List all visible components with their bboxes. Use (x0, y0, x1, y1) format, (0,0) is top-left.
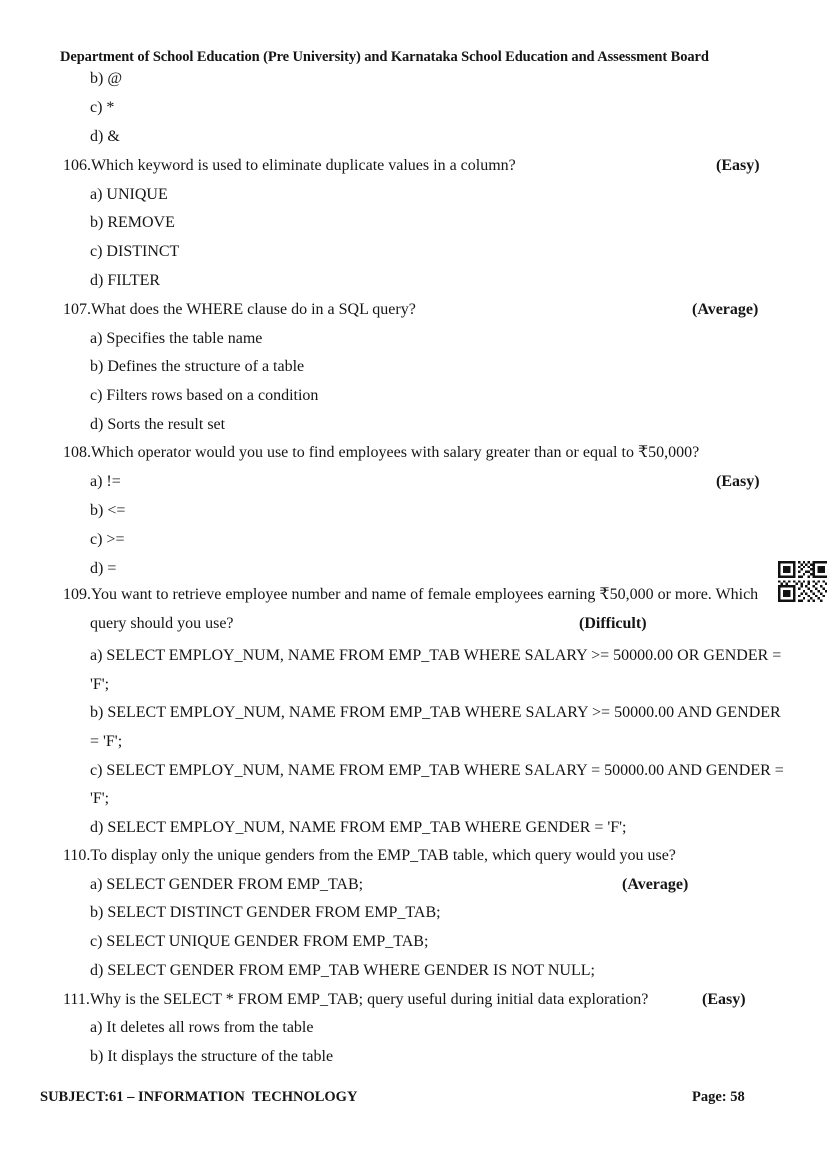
question-number: 109. (63, 586, 91, 603)
footer-page-number: Page: 58 (692, 1089, 745, 1105)
question-text: What does the WHERE clause do in a SQL query? (91, 301, 416, 318)
option-line: d) & (90, 128, 120, 145)
option-line: c) >= (90, 531, 125, 548)
option-line: a) SELECT GENDER FROM EMP_TAB; (90, 876, 364, 893)
option-line: a) It deletes all rows from the table (90, 1019, 314, 1036)
option-line: d) Sorts the result set (90, 416, 226, 433)
option-line: d) SELECT EMPLOY_NUM, NAME FROM EMP_TAB WHERE GENDER = 'F'; (90, 819, 627, 836)
option-line: c) DISTINCT (90, 243, 180, 260)
option-line: = 'F'; (90, 733, 123, 750)
option-line: a) Specifies the table name (90, 330, 263, 347)
option-line: 'F'; (90, 676, 110, 693)
option-line: b) It displays the structure of the table (90, 1048, 334, 1065)
question-110 (63, 846, 676, 865)
question-text-continued: query should you use? (90, 615, 234, 632)
qr-code (778, 561, 827, 602)
page-header-title: Department of School Education (Pre University) and Karnataka School Education and Assessment Board (60, 49, 709, 65)
question-text: Which keyword is used to eliminate duplicate values in a column? (91, 157, 516, 174)
question-108 (63, 443, 699, 462)
difficulty-badge: (Average) (692, 301, 759, 318)
option-line: c) Filters rows based on a condition (90, 387, 319, 404)
option-line: c) * (90, 99, 115, 116)
option-line: b) <= (90, 502, 126, 519)
question-text: Which operator would you use to find employees with salary greater than or equal to ₹50,000? (91, 444, 700, 461)
option-line: b) @ (90, 70, 123, 87)
difficulty-badge: (Difficult) (579, 615, 647, 632)
question-number: 111. (63, 991, 90, 1008)
question-text: To display only the unique genders from the EMP_TAB table, which query would you use? (90, 847, 676, 864)
question-number: 106. (63, 157, 91, 174)
option-line: a) != (90, 473, 121, 490)
difficulty-badge: (Average) (622, 876, 689, 893)
option-line: a) UNIQUE (90, 186, 168, 203)
difficulty-badge: (Easy) (716, 473, 760, 490)
option-line: d) = (90, 560, 117, 577)
question-109 (63, 585, 758, 604)
option-line: a) SELECT EMPLOY_NUM, NAME FROM EMP_TAB WHERE SALARY >= 50000.00 OR GENDER = (90, 647, 782, 664)
option-line: d) FILTER (90, 272, 161, 289)
option-line: c) SELECT EMPLOY_NUM, NAME FROM EMP_TAB WHERE SALARY = 50000.00 AND GENDER = (90, 762, 784, 779)
question-number: 110. (63, 847, 91, 864)
option-line: b) REMOVE (90, 214, 175, 231)
question-107 (63, 300, 416, 319)
difficulty-badge: (Easy) (716, 157, 760, 174)
option-line: b) Defines the structure of a table (90, 358, 305, 375)
option-line: 'F'; (90, 790, 110, 807)
question-106 (63, 156, 516, 175)
question-text: Why is the SELECT * FROM EMP_TAB; query useful during initial data exploration? (90, 991, 649, 1008)
footer-subject: SUBJECT:61 – INFORMATION TECHNOLOGY (40, 1089, 358, 1105)
question-number: 108. (63, 444, 91, 461)
question-111 (63, 990, 648, 1009)
option-line: b) SELECT DISTINCT GENDER FROM EMP_TAB; (90, 904, 441, 921)
difficulty-badge: (Easy) (702, 991, 746, 1008)
question-text: You want to retrieve employee number and name of female employees earning ₹50,000 or more. Which (91, 586, 759, 603)
option-line: c) SELECT UNIQUE GENDER FROM EMP_TAB; (90, 933, 429, 950)
option-line: d) SELECT GENDER FROM EMP_TAB WHERE GENDER IS NOT NULL; (90, 962, 595, 979)
option-line: b) SELECT EMPLOY_NUM, NAME FROM EMP_TAB WHERE SALARY >= 50000.00 AND GENDER (90, 704, 781, 721)
question-number: 107. (63, 301, 91, 318)
